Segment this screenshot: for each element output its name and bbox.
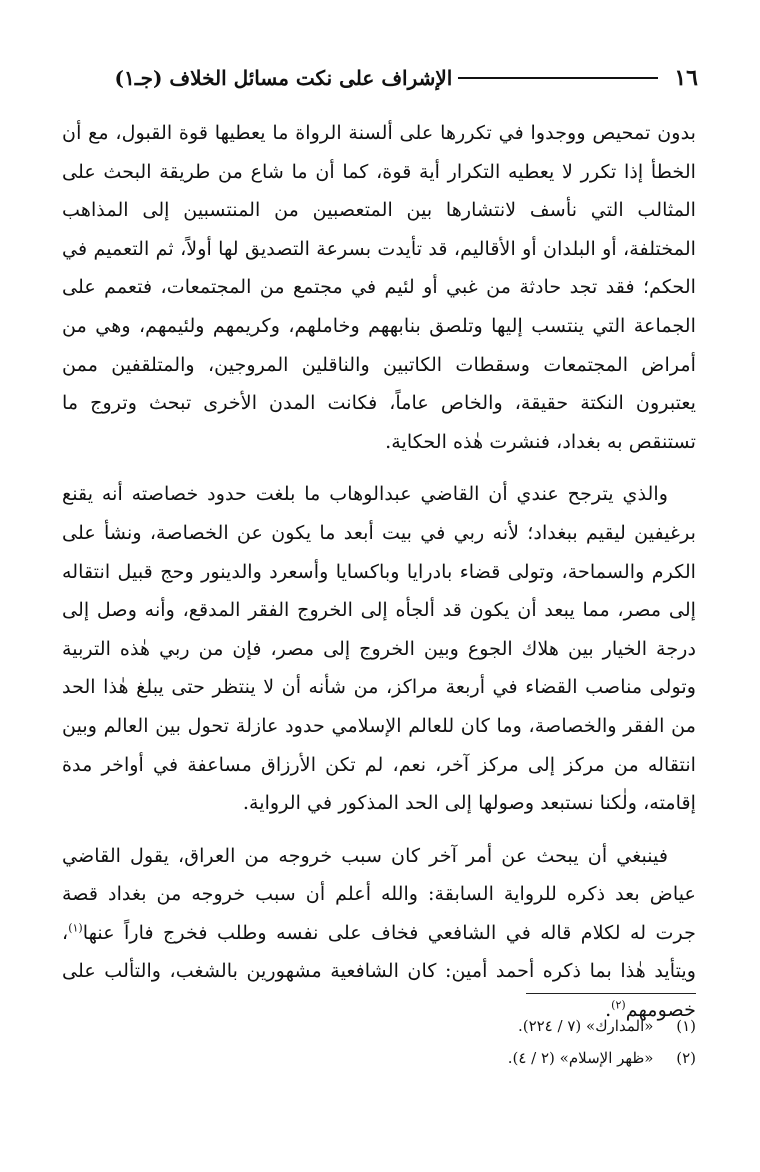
- paragraph-1: بدون تمحيص ووجدوا في تكررها على ألسنة الرواة ما يعطيها قوة القبول، مع أن الخطأ إذا تكرر لا يعطيه التكرار أية قوة، كما أن ما شاع من طريقة البحث على المثالب التي نأسف لانتشارها بين المتعصبين من المنتسبين إلى المذاهب المختلفة، أو البلدان أو الأقاليم، قد تأيدت بسرعة التصديق لها أولاً، ثم التعميم في الحكم؛ فقد تجد حادثة من غبي أو لئيم في مجتمع من المجتمعات، فتعمم على الجماعة التي ينتسب إليها وتلصق بنابههم وخاملهم، وكريمهم ولئيمهم، وهي من أمراض المجتمعات وسقطات الكاتبين والناقلين المروجين، والمتلقفين ممن يعتبرون النكتة حقيقة، والخاص عاماً، فكانت المدن الأخرى تبحث وتروج ما تستنقص به بغداد، فنشرت هٰذه الحكاية.: [62, 121, 696, 453]
- footnote-ref-1[interactable]: (١): [68, 921, 83, 935]
- running-title: الإشراف على نكت مسائل الخلاف (جـ١): [114, 66, 453, 90]
- paragraph-3-part-3: .: [605, 998, 612, 1022]
- footnote-2-number: (٢): [676, 1049, 696, 1067]
- footnote-separator: [526, 993, 696, 994]
- footnote-2-text: «ظهر الإسلام» (٢ / ٤).: [507, 1049, 654, 1067]
- footnote-ref-2[interactable]: (٢): [611, 998, 626, 1012]
- footnote-1-text: «المدارك» (٧ / ٢٢٤).: [517, 1017, 654, 1035]
- paragraph-2: والذي يترجح عندي أن القاضي عبدالوهاب ما بلغت حدود خصاصته أنه يقنع برغيفين ليقيم ببغداد؛ لأنه ربي في بيت أبعد ما يكون عن الخصاصة، ونشأ على الكرم والسماحة، وتولى قضاء بادرايا وباكسايا وأسعرد والدينور وحج قبيل انتقاله إلى مصر، مما يبعد أن يكون قد ألجأه إلى الخروج الفقر المدقع، وأنه وصل إلى درجة الخيار بين هلاك الجوع وبين الخروج إلى مصر، فإن من ربي هٰذه التربية وتولى مناصب القضاء في أربعة مراكز، من شأنه أن لا ينتظر حتى يبلغ هٰذا الحد من الفقر والخصاصة، وما كان للعالم الإسلامي حدود عازلة تحول بين العالم وبين انتقاله من مركز إلى مركز آخر، نعم، لم تكن الأرزاق مساعفة في أواخر مدة إقامته، ولٰكنا نستبعد وصولها إلى الحد المذكور في الرواية.: [62, 482, 696, 815]
- footnote-1-number: (١): [676, 1017, 696, 1035]
- footnotes: [300, 1010, 696, 1074]
- paragraph-3-part-2: ، ويتأيد هٰذا بما ذكره أحمد أمين: كان الشافعية مشهورين بالشغب، والتألب على خصومهم: [62, 920, 696, 1022]
- footnote-1: [300, 1010, 696, 1042]
- paragraph-3: [62, 837, 696, 1030]
- page-number: ١٦: [674, 65, 698, 91]
- page-header: [62, 58, 698, 98]
- header-rule: [458, 77, 658, 79]
- paragraph-3-part-1: فينبغي أن يبحث عن أمر آخر كان سبب خروجه من العراق، يقول القاضي عياض بعد ذكره للرواية السابقة: والله أعلم أن سبب خروجه من بغداد قصة جرت له لكلام قاله في الشافعي فخاف على نفسه وطلب فخرج فاراً عنها: [62, 843, 696, 944]
- footnote-2: [300, 1042, 696, 1074]
- body-text: [62, 114, 696, 1030]
